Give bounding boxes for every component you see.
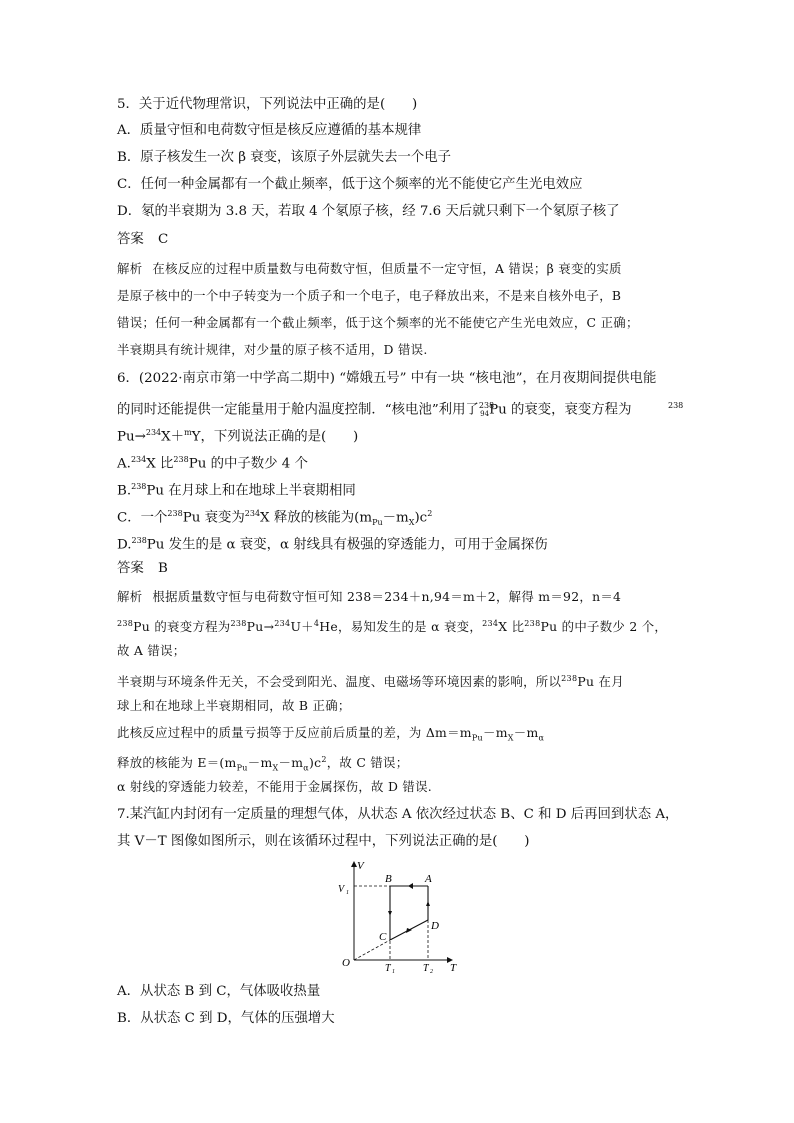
- q5-analysis-line-2: 是原子核中的一个中子转变为一个质子和一个电子，电子释放出来，不是来自核外电子，B: [117, 288, 622, 303]
- answer-value: C: [158, 232, 169, 247]
- q5-option-b[interactable]: B．原子核发生一次 β 衰变，该原子外层就失去一个电子: [117, 150, 452, 165]
- origin-label: O: [342, 957, 350, 969]
- q5-analysis-line-3: 错误；任何一种金属都有一个截止频率，低于这个频率的光不能使它产生光电效应，C 正确；: [117, 315, 639, 330]
- answer-label: 答案: [117, 561, 144, 576]
- q5-option-d[interactable]: D．氡的半衰期为 3.8 天，若取 4 个氡原子核，经 7.6 天后就只剩下一个氡原子核了: [117, 204, 620, 219]
- answer-label: 答案: [117, 232, 144, 247]
- vt-graph: [330, 856, 470, 976]
- q6-stem-line-2: 的同时还能提供一定能量用于舱内温度控制．“核电池”利用了$^{238}_{94}$Pu 的衰变，衰变方程为: [117, 401, 632, 419]
- q6-analysis-line-6: 此核反应过程中的质量亏损等于反应前后质量的差，为 $\Delta m=m_{Pu}-m_X-m_\alpha$: [117, 725, 545, 743]
- point-c-label: C: [379, 931, 387, 943]
- svg-text:1: 1: [392, 969, 395, 975]
- v-axis-label: V: [357, 860, 364, 872]
- q7-option-a[interactable]: A．从状态 B 到 C，气体吸收热量: [117, 984, 321, 999]
- q5-option-c[interactable]: C．任何一种金属都有一个截止频率，低于这个频率的光不能使它产生光电效应: [117, 177, 583, 192]
- q6-stem-line-1: 6．(2022·南京市第一中学高二期中) “嫦娥五号” 中有一块 “核电池”，在月夜期间提供电能: [117, 371, 657, 386]
- analysis-label: 解析: [117, 261, 143, 276]
- t2-label: T: [423, 963, 429, 974]
- q6-analysis-line-3: 故 A 错误；: [117, 643, 186, 658]
- q7-stem-line-1: 7.某汽缸内封闭有一定质量的理想气体，从状态 A 依次经过状态 B、C 和 D 后再回到状态 A，: [117, 807, 679, 822]
- q6-analysis-line-4: 半衰期与环境条件无关，不会受到阳光、温度、电磁场等环境因素的影响，所以$^{238}$Pu 在月: [117, 674, 624, 690]
- q6-analysis-line-5: 球上和在地球上半衰期相同，故 B 正确；: [117, 698, 351, 713]
- q6-analysis-line-1: 解析 根据质量数守恒与电荷数守恒可知 238＝234＋n,94＝m＋2，解得 m＝92，n＝4: [117, 589, 622, 604]
- t1-label: T: [385, 963, 391, 974]
- q5-analysis-line-4: 半衰期具有统计规律，对少量的原子核不适用，D 错误.: [117, 342, 428, 357]
- t-axis-label: T: [450, 962, 457, 974]
- analysis-label: 解析: [117, 589, 143, 604]
- q5-stem: 5．关于近代物理常识，下列说法中正确的是( ): [117, 97, 418, 112]
- q6-option-c[interactable]: C．一个$^{238}$Pu 衰变为$^{234}$X 释放的核能为$(m_{Pu}-m_X)c^2$: [117, 509, 433, 528]
- q6-option-a[interactable]: A.$^{234}$X 比$^{238}$Pu 的中子数少 4 个: [117, 455, 308, 472]
- q6-analysis-line-8: α 射线的穿透能力较差，不能用于金属探伤，故 D 错误.: [117, 779, 433, 794]
- point-d-label: D: [431, 920, 439, 932]
- q6-analysis-line-2: $^{238}$Pu 的衰变方程为$^{238}$Pu→$^{234}$U＋$^4$He，易知发生的是 α 衰变，$^{234}$X 比$^{238}$Pu 的中子数少 2 个，: [117, 619, 668, 635]
- q7-stem-line-2: 其 V－T 图像如图所示，则在该循环过程中，下列说法正确的是( ): [117, 834, 530, 849]
- svg-text:1: 1: [346, 890, 349, 896]
- svg-text:2: 2: [430, 969, 433, 975]
- q6-stem-line-3: Pu→$^{234}$X＋$^m$Y，下列说法正确的是( ): [117, 428, 359, 445]
- q5-option-a[interactable]: A．质量守恒和电荷数守恒是核反应遵循的基本规律: [117, 123, 422, 138]
- point-a-label: A: [425, 873, 432, 885]
- q7-option-b[interactable]: B．从状态 C 到 D，气体的压强增大: [117, 1011, 335, 1026]
- q6-answer: [117, 560, 168, 578]
- v1-label: V: [338, 884, 345, 895]
- point-b-label: B: [385, 873, 392, 885]
- q6-stem-line-2-tail: 238: [668, 401, 684, 410]
- answer-value: B: [158, 561, 168, 576]
- q6-option-d[interactable]: D.$^{238}$Pu 发生的是 α 衰变，α 射线具有极强的穿透能力，可用于金属探伤: [117, 536, 548, 553]
- q6-option-b[interactable]: B.$^{238}$Pu 在月球上和在地球上半衰期相同: [117, 482, 356, 499]
- q5-analysis-line-1: 解析 在核反应的过程中质量数与电荷数守恒，但质量不一定守恒，A 错误；β 衰变的实质: [117, 261, 622, 276]
- q6-analysis-line-7: 释放的核能为 $E=(m_{Pu}-m_X-m_\alpha)c^2$，故 C 错误；: [117, 755, 409, 773]
- q5-answer: [117, 231, 168, 249]
